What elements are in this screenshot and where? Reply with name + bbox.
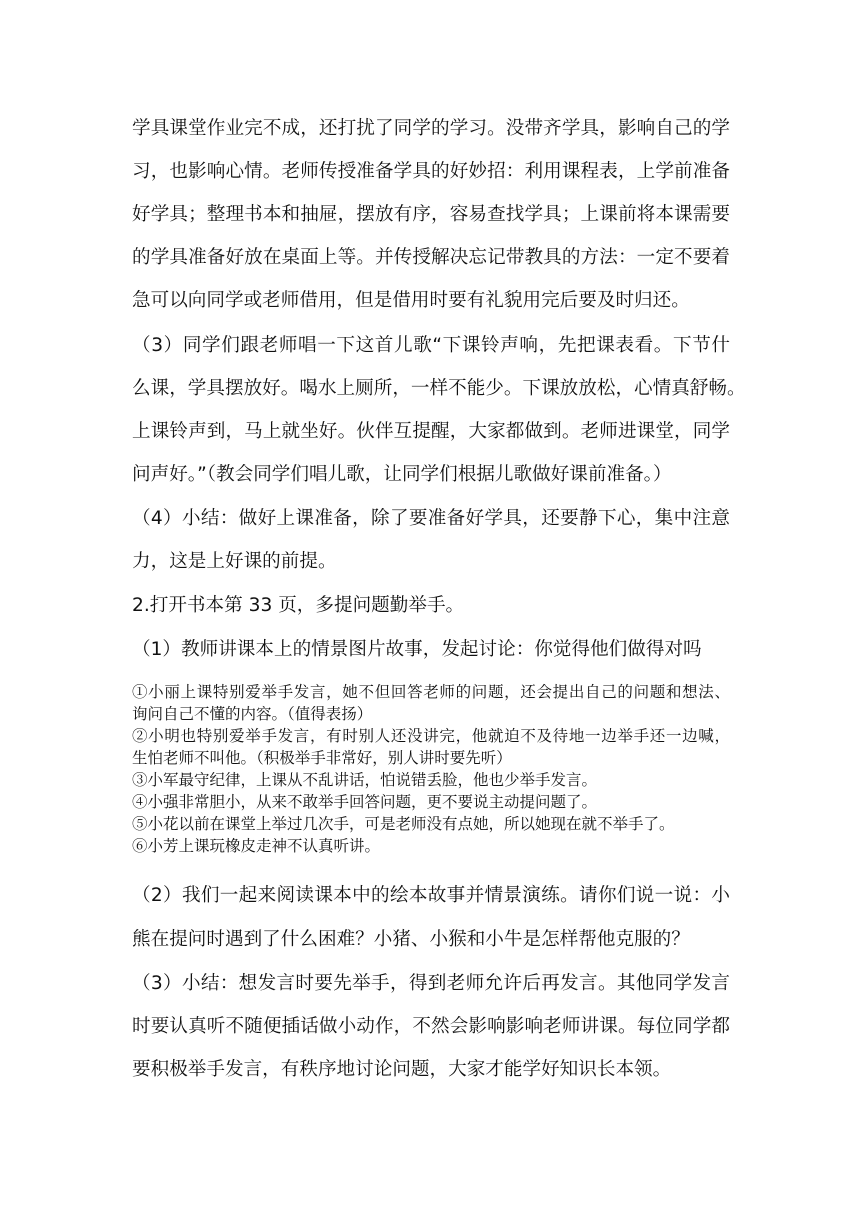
text-line: 好学具；整理书本和抽屉，摆放有序，容易查找学具；上课前将本课需要 — [132, 204, 730, 225]
text-line: 么课，学具摆放好。喝水上厕所，一样不能少。下课放放松，心情真舒畅。 — [132, 378, 746, 399]
text-line: （2）我们一起来阅读课本中的绘本故事并情景演练。请你们说一说：小 — [132, 885, 730, 906]
section-heading: 2.打开书本第 33 页，多提问题勤举手。 — [132, 595, 465, 616]
list-item: 生怕老师不叫他。（积极举手非常好，别人讲时要先听） — [132, 749, 512, 767]
list-item: ②小明也特别爱举手发言，有时别人还没讲完，他就迫不及待地一边举手还一边喊， — [132, 727, 730, 745]
text-line: 力，这是上好课的前提。 — [132, 551, 337, 572]
text-line: 急可以向同学或老师借用，但是借用时要有礼貌用完后要及时归还。 — [132, 290, 690, 311]
text-line: 要积极举手发言，有秩序地讨论问题，大家才能学好知识长本领。 — [132, 1059, 672, 1080]
text-line: （4）小结：做好上课准备，除了要准备好学具，还要静下心，集中注意 — [132, 508, 730, 529]
text-line: 的学具准备好放在桌面上等。并传授解决忘记带教具的方法：一定不要着 — [132, 247, 730, 268]
text-line: （1）教师讲课本上的情景图片故事，发起讨论：你觉得他们做得对吗 — [132, 639, 702, 660]
text-line: 熊在提问时遇到了什么困难？小猪、小猴和小牛是怎样帮他克服的？ — [132, 929, 690, 950]
list-item: ⑥小芳上课玩橡皮走神不认真听讲。 — [132, 837, 381, 855]
text-line: （3）同学们跟老师唱一下这首儿歌“下课铃声响，先把课表看。下节什 — [132, 335, 730, 356]
text-line: 上课铃声到，马上就坐好。伙伴互提醒，大家都做到。老师进课堂，同学 — [132, 421, 730, 442]
list-item: ④小强非常胆小，从来不敢举手回答问题，更不要说主动提问题了。 — [132, 793, 598, 811]
text-line: 问声好。”（教会同学们唱儿歌，让同学们根据儿歌做好课前准备。） — [132, 464, 672, 485]
list-item: ③小军最守纪律，上课从不乱讲话，怕说错丢脸，他也少举手发言。 — [132, 771, 598, 789]
list-item: 询问自己不懂的内容。（值得表扬） — [132, 705, 373, 723]
list-item: ⑤小花以前在课堂上举过几次手，可是老师没有点她，所以她现在就不举手了。 — [132, 815, 675, 833]
text-line: 时要认真听不随便插话做小动作，不然会影响影响老师讲课。每位同学都 — [132, 1016, 730, 1037]
text-line: 习，也影响心情。老师传授准备学具的好妙招：利用课程表，上学前准备 — [132, 161, 730, 182]
list-item: ①小丽上课特别爱举手发言，她不但回答老师的问题，还会提出自己的问题和想法、 — [132, 683, 730, 701]
text-line: （3）小结：想发言时要先举手，得到老师允许后再发言。其他同学发言 — [132, 973, 730, 994]
text-line: 学具课堂作业完不成，还打扰了同学的学习。没带齐学具，影响自己的学 — [132, 118, 730, 139]
